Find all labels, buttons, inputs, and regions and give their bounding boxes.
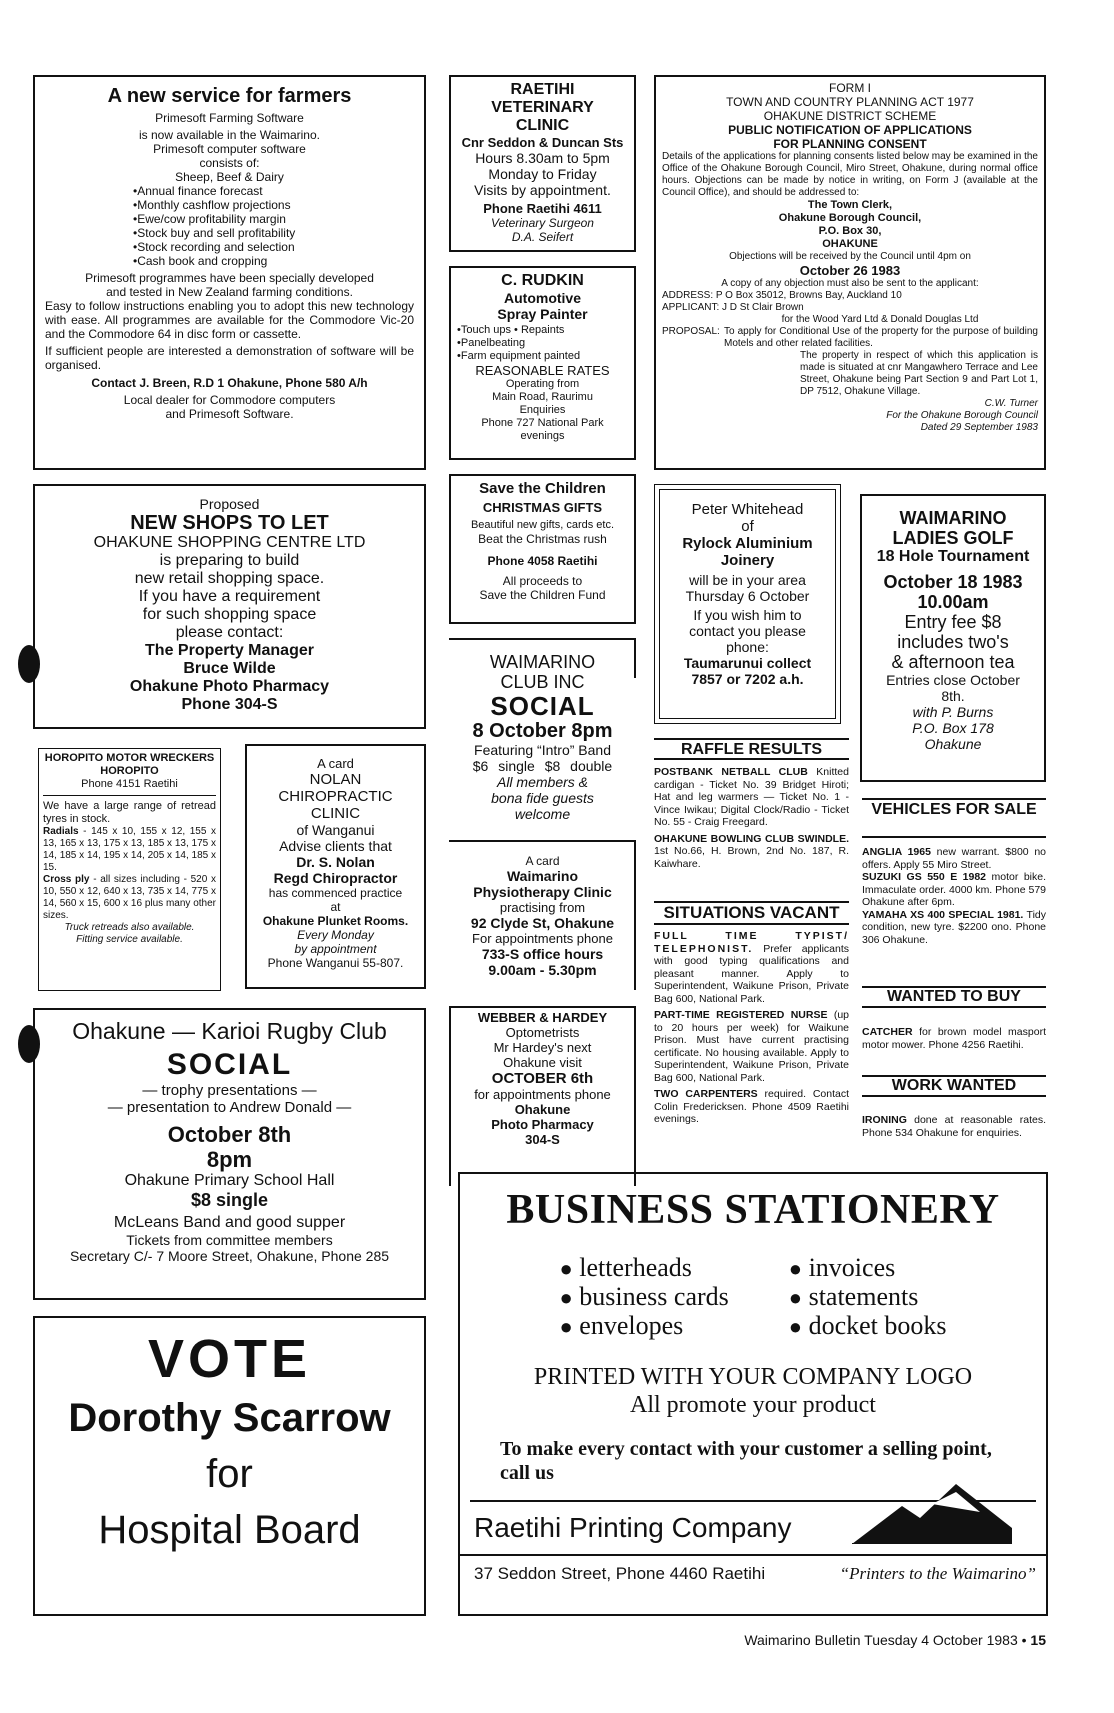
physio-l6: For appointments phone [472, 931, 613, 946]
rugby-l7: McLeans Band and good supper [113, 1214, 346, 1231]
rugby-l5: Ohakune Primary School Hall [124, 1172, 335, 1189]
golf-l2: LADIES GOLF [892, 528, 1014, 548]
wreckers-crossply-sizes: - all sizes including - 520 x 10, 550 x 12, 640 x 13, 735 x 14, 775 x 14, 560 x 15, 600 x 16 plus many other sizes. [43, 874, 216, 921]
stationery-promote: All promote your product [630, 1392, 876, 1418]
shops-l3: If you have a requirement [138, 588, 321, 605]
vote-l4: Hospital Board [98, 1508, 361, 1552]
stationery-slogan: “Printers to the Waimarino” [839, 1564, 1036, 1583]
whitehead-l6: Thursday 6 October [685, 588, 810, 604]
wreckers-crossply [43, 874, 216, 922]
stationery-lists [460, 1254, 1046, 1341]
physio-l4: practising from [499, 900, 586, 915]
whitehead-l8: contact you please [689, 623, 806, 639]
list-item: • Panelbeating [457, 337, 628, 350]
rudkin-rates: REASONABLE RATES [475, 363, 610, 378]
stationery-printed: PRINTED WITH YOUR COMPANY LOGO [533, 1364, 973, 1390]
stationery-list-1 [560, 1254, 729, 1341]
planning-copy: A copy of any objection must also be sent to the applicant: [721, 278, 979, 289]
optometrists-l1: WEBBER & HARDEY [477, 1010, 608, 1025]
chiro-l11: Ohakune Plunket Rooms. [262, 914, 409, 928]
chiro-l13: by appointment [294, 942, 377, 956]
physio-l1: A card [525, 854, 560, 868]
planning-objections: Objections will be received by the Council until 4pm on [729, 251, 971, 262]
vet-hours2: Monday to Friday [488, 166, 597, 182]
vehicles-entry-3 [862, 909, 1046, 947]
golf-l7: includes two's [897, 632, 1009, 652]
rugby-l9: Secretary C/- 7 Moore Street, Ohakune, Phone 285 [69, 1248, 390, 1264]
wreckers-ad [38, 748, 221, 991]
whitehead-l5: will be in your area [689, 572, 806, 588]
golf-l8: & afternoon tea [891, 652, 1015, 672]
planning-notice [654, 75, 1046, 470]
list-item-label: letterheads [579, 1253, 692, 1282]
shops-l1: is preparing to build [159, 552, 300, 569]
farmers-feature-list [45, 184, 414, 268]
planning-sign3: Dated 29 September 1983 [920, 422, 1038, 433]
vehicles-entry-3-text: Tidy condition, new tyre. $2200 ono. Phone 306 Ohakune. [862, 908, 1046, 946]
list-item: • Touch ups • Repaints [457, 324, 628, 337]
planning-property: The property in respect of which this application is made is situated at cnr Mangawhero Terrace and Lee Street, Ohakune being Part Section 9 and Part Lot 1, DP 7512, Ohakune Village. [800, 350, 1038, 397]
children-phone: Phone 4058 Raetihi [487, 554, 598, 568]
whitehead-l10: Taumarunui collect [683, 655, 812, 671]
rudkin-op5: evenings [520, 430, 565, 442]
farmers-subtitle: Primesoft Farming Software [155, 111, 304, 125]
chiro-l4: CLINIC [310, 805, 361, 822]
golf-l3: 18 Hole Tournament [876, 548, 1030, 565]
rugby-l2: — presentation to Andrew Donald — [107, 1099, 352, 1116]
chiro-l6: Advise clients that [279, 838, 392, 854]
situations-entry-2-label: PART-TIME REGISTERED NURSE [654, 1009, 828, 1021]
shops-c4: Phone 304-S [181, 696, 278, 713]
shops-title: NEW SHOPS TO LET [130, 512, 329, 534]
whitehead-l3: Rylock Aluminium [682, 535, 813, 552]
planning-clerk3: P.O. Box 30, [818, 225, 882, 237]
club-ad [449, 638, 636, 826]
vehicles-entry-1-label: ANGLIA 1965 [862, 846, 931, 858]
chiro-l8: Regd Chiropractor [273, 870, 398, 886]
whitehead-l11: 7857 or 7202 a.h. [691, 671, 804, 687]
optometrists-l8: Photo Pharmacy [491, 1117, 594, 1132]
chiro-l14: Phone Wanganui 55-807. [267, 956, 404, 970]
vet-hours1: Hours 8.30am to 5pm [475, 150, 610, 166]
children-l2: Beat the Christmas rush [478, 532, 607, 546]
optometrists-l5: OCTOBER 6th [491, 1070, 594, 1087]
wreckers-radials-sizes: - 145 x 10, 155 x 12, 155 x 13, 165 x 13, 175 x 13, 185 x 13, 175 x 14, 185 x 14, 195 x 14, 205 x 14, 185 x 15. [43, 826, 217, 873]
optometrists-l7: Ohakune [514, 1102, 571, 1117]
wreckers-radials-label: Radials [43, 826, 79, 837]
farmers-para3: If sufficient people are interested a demonstration of software will be organised. [45, 344, 414, 372]
physio-l8: 9.00am - 5.30pm [488, 962, 597, 978]
club-l9: welcome [514, 806, 571, 822]
whitehead-ad [654, 484, 841, 724]
golf-l6: Entry fee $8 [904, 612, 1002, 632]
raffle-entry-1 [654, 766, 849, 829]
optometrists-l4: Ohakune visit [503, 1055, 582, 1070]
club-double: $8 double [544, 758, 613, 774]
children-sub: CHRISTMAS GIFTS [482, 500, 603, 515]
rugby-l6: $8 single [190, 1190, 269, 1210]
raffle-entry-2-text: 1st No.66, H. Brown, 2nd No. 187, R. Kaiwhare. [654, 845, 849, 870]
planning-scheme: OHAKUNE DISTRICT SCHEME [763, 109, 937, 123]
farmers-intro1: is now available in the Waimarino. [139, 128, 320, 142]
children-l1: Beautiful new gifts, cards etc. [470, 519, 615, 531]
vote-ad [33, 1316, 426, 1616]
list-item: • Farm equipment painted [457, 350, 628, 363]
children-l3: All proceeds to [502, 574, 583, 588]
children-ad [449, 474, 636, 624]
farmers-para1: Primesoft programmes have been specially developed and tested in New Zealand farming conditions. [85, 271, 374, 299]
golf-l9: Entries close October [886, 672, 1020, 688]
situations-entry-3-text: required. Contact Colin Fredericksen. Phone 4509 Raetihi evenings. [654, 1088, 850, 1125]
shops-l4: for such shopping space [142, 606, 317, 623]
work-wanted-heading: WORK WANTED [862, 1075, 1046, 1097]
list-item: • Monthly cashflow projections [133, 198, 414, 212]
chiro-l1: A card [317, 756, 354, 771]
vehicles-entry-1-text: new warrant. $800 no offers. Apply 55 Miro Street. [862, 846, 1047, 871]
optometrists-ad [449, 1006, 636, 1186]
planning-proposal: To apply for Conditional Use of the property for the purpose of building Motels and other related facilities. [724, 326, 1038, 349]
work-entry-1-label: IRONING [862, 1114, 907, 1126]
divider [43, 795, 216, 796]
work-entry-1-text: done at reasonable rates. Phone 534 Ohakune for enquiries. [862, 1114, 1046, 1139]
optometrists-l3: Mr Hardey's next [493, 1040, 592, 1055]
golf-l5: 10.00am [917, 592, 989, 612]
vet-title2: VETERINARY [491, 99, 594, 116]
raffle-entry-1-label: POSTBANK NETBALL CLUB [654, 766, 808, 778]
vet-address: Cnr Seddon & Duncan Sts [461, 135, 624, 150]
list-item-label: envelopes [579, 1311, 684, 1340]
wreckers-radials [43, 826, 216, 874]
page-footer [744, 1632, 1046, 1648]
whitehead-l7: If you wish him to [693, 607, 802, 623]
club-l8: bona fide guests [491, 790, 594, 806]
club-l5: Featuring “Intro” Band [474, 742, 611, 758]
vet-name: D.A. Seifert [511, 230, 574, 244]
farmers-intro2: Primesoft computer software [153, 142, 306, 156]
rudkin-op2: Main Road, Raurimu [492, 391, 593, 403]
vet-hours3: Visits by appointment. [474, 182, 611, 198]
children-l4: Save the Children Fund [479, 588, 606, 602]
optometrists-l6: for appointments phone [474, 1087, 611, 1102]
list-item: • Annual finance forecast [133, 184, 414, 198]
club-frame [449, 638, 636, 678]
work-wanted [862, 1114, 1046, 1139]
rugby-l8: Tickets from committee members [126, 1232, 333, 1248]
vehicles-for-sale [862, 846, 1046, 946]
stationery-ad [458, 1172, 1048, 1616]
stationery-cta: To make every contact with your customer a selling point, call us [500, 1438, 992, 1484]
wreckers-title1: HOROPITO MOTOR WRECKERS [44, 752, 215, 764]
rugby-social: SOCIAL [166, 1048, 293, 1081]
footer-text: Waimarino Bulletin Tuesday 4 October 1983 • [744, 1632, 1027, 1648]
farmers-contact: Contact J. Breen, R.D 1 Ohakune, Phone 580 A/h [91, 376, 368, 390]
vehicles-entry-2-text: motor bike. Immaculate order. 4000 km. Phone 579 Ohakune after 6pm. [862, 871, 1047, 908]
list-item-label: docket books [808, 1311, 947, 1340]
list-item: ● business cards [559, 1282, 729, 1311]
rudkin-op4: Phone 727 National Park [481, 417, 604, 429]
shops-c2: Bruce Wilde [183, 660, 276, 677]
vet-title3: CLINIC [515, 117, 570, 134]
farmers-dealer2: and Primesoft Software. [165, 407, 294, 421]
optometrists-l2: Optometrists [505, 1025, 580, 1040]
optometrists-l9: 304-S [525, 1132, 560, 1147]
rudkin-services [457, 324, 628, 363]
whitehead-l4: Joinery [720, 552, 775, 569]
golf-l11: with P. Burns [912, 704, 994, 720]
list-item: • Stock buy and sell profitability [133, 226, 414, 240]
children-title: Save the Children [479, 480, 606, 497]
physio-l7: 733-S office hours [481, 946, 604, 962]
club-l7: All members & [496, 774, 589, 790]
shops-c3: Ohakune Photo Pharmacy [129, 678, 330, 695]
rugby-l1: — trophy presentations — [142, 1082, 317, 1099]
stationery-company: Raetihi Printing Company [474, 1512, 792, 1543]
shops-ad [33, 484, 426, 729]
vehicles-entry-2 [862, 871, 1046, 909]
club-single: $6 single [472, 758, 535, 774]
situations-entry-1 [654, 930, 849, 1005]
list-item: ● invoices [788, 1253, 896, 1282]
vehicles-for-sale-heading: VEHICLES FOR SALE [862, 798, 1046, 838]
rugby-l3: October 8th [167, 1122, 292, 1147]
wanted-to-buy [862, 1026, 1046, 1051]
stationery-title: BUSINESS STATIONERY [506, 1187, 1000, 1233]
physio-l3: Physiotherapy Clinic [473, 884, 612, 900]
golf-l13: Ohakune [924, 736, 982, 752]
planning-date: October 26 1983 [799, 263, 901, 278]
whitehead-l9: phone: [726, 639, 769, 655]
planning-address: ADDRESS: P O Box 35012, Browns Bay, Auckland 10 [662, 290, 902, 301]
farmers-title: A new service for farmers [107, 85, 352, 107]
situations-vacant [654, 930, 849, 1126]
farmers-dealer1: Local dealer for Commodore computers [123, 393, 336, 407]
planning-clerk1: The Town Clerk, [807, 199, 893, 211]
raffle-entry-2 [654, 833, 849, 871]
rudkin-name: C. RUDKIN [501, 272, 584, 289]
club-l4: 8 October 8pm [472, 720, 613, 742]
farmers-para2: Easy to follow instructions enabling you to adopt this new technology with ease. All programmes are available for the Commodore Vic-20 and the Commodore 64 in disc form or cassette. [45, 299, 414, 341]
rugby-ad [33, 1008, 426, 1300]
list-item: ● letterheads [559, 1253, 692, 1282]
vet-title1: RAETIHI [510, 81, 575, 98]
situations-entry-3 [654, 1088, 849, 1126]
list-item: • Cash book and cropping [133, 254, 414, 268]
vote-l3: for [206, 1452, 253, 1496]
rugby-title: Ohakune — Karioi Rugby Club [72, 1018, 387, 1044]
list-item: • Ewe/cow profitability margin [133, 212, 414, 226]
planning-sign2: For the Ohakune Borough Council [886, 410, 1038, 421]
rudkin-op1: Operating from [505, 378, 580, 390]
planning-proposal-label: PROPOSAL: [662, 326, 720, 337]
wreckers-i1: Truck retreads also available. [64, 922, 195, 933]
planning-applicant2: for the Wood Yard Ltd & Donald Douglas Ltd [781, 314, 979, 325]
rudkin-ad [449, 266, 636, 460]
planning-clerk2: Ohakune Borough Council, [778, 212, 922, 224]
planning-applicant: APPLICANT: J D St Clair Brown [662, 302, 804, 313]
vet-role: Veterinary Surgeon [491, 216, 594, 230]
farmers-intro3: consists of: [199, 156, 260, 170]
situations-vacant-heading: SITUATIONS VACANT [654, 901, 849, 925]
rugby-l4: 8pm [206, 1147, 253, 1172]
work-entry-1 [862, 1114, 1046, 1139]
list-item: ● envelopes [559, 1311, 684, 1340]
shops-proposed: Proposed [199, 496, 260, 512]
planning-notice2: FOR PLANNING CONSENT [773, 137, 927, 151]
stationery-address: 37 Seddon Street, Phone 4460 Raetihi [474, 1564, 766, 1583]
rudkin-op3: Enquiries [519, 404, 566, 416]
golf-l1: WAIMARINO [899, 508, 1007, 528]
raffle-results-heading: RAFFLE RESULTS [654, 738, 849, 760]
whitehead-l2: of [741, 518, 754, 535]
page-number: 15 [1030, 1632, 1046, 1648]
vet-ad [449, 75, 636, 252]
club-l2: CLUB INC [500, 672, 585, 692]
raffle-results [654, 766, 849, 870]
vehicles-entry-3-label: YAMAHA XS 400 SPECIAL 1981. [862, 908, 1024, 921]
golf-l10: 8th. [941, 688, 965, 704]
planning-notice1: PUBLIC NOTIFICATION OF APPLICATIONS [728, 123, 972, 137]
wanted-entry-1-text: for brown model masport motor mower. Phone 4256 Raetihi. [862, 1026, 1046, 1051]
list-item: • Stock recording and selection [133, 240, 414, 254]
raffle-entry-1-text: Knitted cardigan - Ticket No. 39 Bridget Hiroti; Hat and leg warmers — Ticket No. 1 - Vince Iwikau; Digital Clock/Radio - Ticket No. 55 - Craig Freegard. [654, 766, 849, 828]
list-item: ● docket books [788, 1311, 947, 1340]
farmers-intro4: Sheep, Beef & Dairy [175, 170, 284, 184]
wreckers-phone: Phone 4151 Raetihi [81, 778, 178, 790]
list-item: ● statements [788, 1282, 919, 1311]
chiro-l7: Dr. S. Nolan [296, 854, 375, 870]
rudkin-line1: Automotive [504, 290, 581, 306]
chiro-l10: at [330, 900, 341, 914]
chiro-l12: Every Monday [297, 928, 374, 942]
company-logo-icon [852, 1470, 1012, 1544]
wreckers-i2: Fitting service available. [76, 934, 183, 945]
raffle-entry-2-label: OHAKUNE BOWLING CLUB SWINDLE. [654, 832, 849, 845]
chiro-ad [245, 744, 426, 989]
stationery-list-2 [789, 1254, 947, 1341]
planning-details: Details of the applications for planning consents listed below may be examined in the Office of the Ohakune Borough Council, Miro Street, Ohakune, during normal office hours. Objections can be made by notice in writing, on Form J (available at the Council Office), and should be addressed to: [662, 151, 1038, 198]
situations-entry-2-text: (up to 20 hours per week) for Waikune Prison. Must have current practising certificate. No housing available. Apply to Superintendent, Waikune Prison, Private Bag 600, National Park. [654, 1009, 850, 1084]
vehicles-entry-1 [862, 846, 1046, 871]
vote-l1: VOTE [147, 1329, 312, 1389]
wanted-entry-1-label: CATCHER [862, 1026, 913, 1038]
situations-entry-3-label: TWO CARPENTERS [654, 1088, 758, 1100]
vote-l2: Dorothy Scarrow [68, 1396, 391, 1440]
physio-l2: Waimarino [506, 868, 579, 884]
chiro-l2: NOLAN [309, 771, 362, 788]
club-l1: WAIMARINO [489, 652, 596, 672]
rudkin-line2: Spray Painter [497, 306, 588, 322]
physio-l5: 92 Clyde St, Ohakune [470, 915, 615, 931]
wreckers-title2: HOROPITO [100, 765, 159, 777]
shops-l2: new retail shopping space. [134, 570, 325, 587]
chiro-l5: of Wanganui [296, 822, 375, 838]
wreckers-crossply-label: Cross ply [43, 874, 90, 885]
golf-l12: P.O. Box 178 [912, 720, 994, 736]
planning-sign1: C.W. Turner [984, 398, 1038, 409]
shops-c1: The Property Manager [145, 642, 314, 659]
planning-proposal-row [662, 326, 1038, 350]
wanted-to-buy-heading: WANTED TO BUY [862, 986, 1046, 1008]
planning-form: FORM I [829, 81, 871, 95]
golf-l4: October 18 1983 [883, 572, 1023, 592]
whitehead-l1: Peter Whitehead [691, 501, 804, 518]
divider [460, 1554, 1046, 1556]
list-item-label: statements [808, 1282, 919, 1311]
club-prices [455, 758, 630, 774]
shops-l5: please contact: [175, 624, 284, 641]
vet-phone: Phone Raetihi 4611 [483, 201, 602, 216]
shops-centre: OHAKUNE SHOPPING CENTRE LTD [93, 534, 366, 551]
chiro-l3: CHIROPRACTIC [278, 788, 393, 805]
planning-act: TOWN AND COUNTRY PLANNING ACT 1977 [726, 95, 974, 109]
club-l3: SOCIAL [490, 691, 595, 721]
wanted-entry-1 [862, 1026, 1046, 1051]
situations-entry-2 [654, 1009, 849, 1084]
situations-entry-1-text: Prefer applicants with good typing qualifications and pleasant manner. Apply to Superintendent, Waikune Prison, Private Bag 600, National Park. [654, 942, 850, 1005]
situations-entry-1-label: FULL TIME TYPIST/ TELEPHONIST. [654, 930, 849, 955]
list-item-label: business cards [579, 1282, 729, 1311]
list-item-label: invoices [808, 1253, 896, 1282]
vehicles-entry-2-label: SUZUKI GS 550 E 1982 [862, 871, 987, 883]
farmers-ad [33, 75, 426, 470]
planning-clerk4: OHAKUNE [822, 238, 878, 250]
wreckers-body1: We have a large range of retread tyres in stock. [43, 800, 216, 825]
physio-ad [449, 840, 636, 990]
chiro-l9: has commenced practice [268, 886, 403, 900]
golf-ad [860, 494, 1046, 782]
